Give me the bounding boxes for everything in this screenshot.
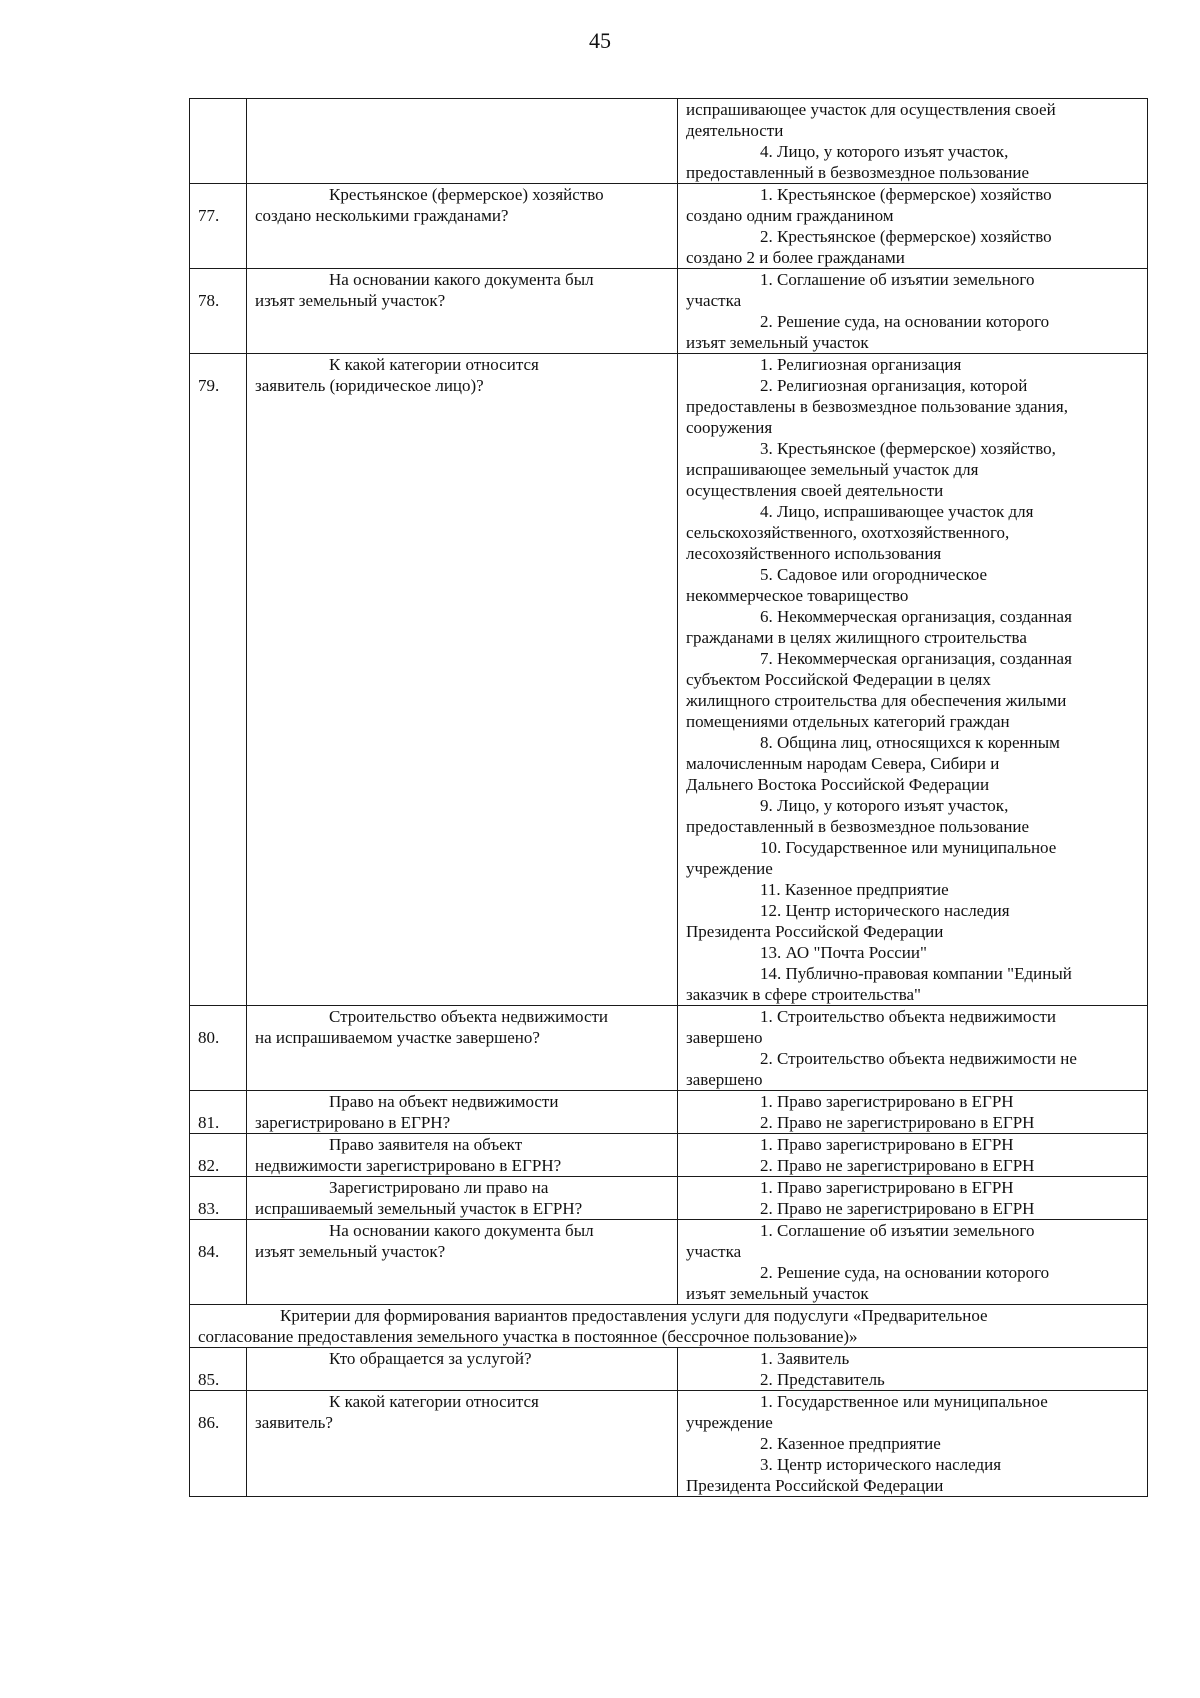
question-line: На основании какого документа был: [329, 1221, 594, 1240]
answer-line: предоставленный в безвозмездное пользование: [686, 817, 1030, 836]
question-line: Крестьянское (фермерское) хозяйство: [329, 185, 604, 204]
answer-line: испрашивающее участок для осуществления своей: [686, 100, 1056, 119]
answer-line: 3. Крестьянское (фермерское) хозяйство,: [760, 439, 1056, 458]
table-row: [190, 99, 1148, 184]
answer-line: 2. Строительство объекта недвижимости не: [760, 1049, 1077, 1068]
question-cell: [247, 1220, 678, 1305]
table-row: [190, 1006, 1148, 1091]
question-cell: [247, 99, 678, 184]
answer-line: изъят земельный участок: [686, 1284, 869, 1303]
answer-line: 5. Садовое или огородническое: [760, 565, 987, 584]
answer-line: учреждение: [686, 1413, 773, 1432]
answer-cell: [678, 269, 1148, 354]
answer-line: 8. Община лиц, относящихся к коренным: [760, 733, 1060, 752]
question-cell: [247, 184, 678, 269]
row-number-cell: [190, 1391, 247, 1497]
answer-line: завершено: [686, 1028, 763, 1047]
answer-cell: [678, 1177, 1148, 1220]
question-cell: [247, 1006, 678, 1091]
question-line: Кто обращается за услугой?: [329, 1349, 532, 1368]
answer-line: 2. Право не зарегистрировано в ЕГРН: [760, 1113, 1035, 1132]
answer-cell: [678, 1134, 1148, 1177]
answer-line: деятельности: [686, 121, 784, 140]
row-number-cell: [190, 184, 247, 269]
answer-line: 6. Некоммерческая организация, созданная: [760, 607, 1072, 626]
answer-line: 2. Крестьянское (фермерское) хозяйство: [760, 227, 1052, 246]
row-number-cell: [190, 1134, 247, 1177]
section-heading-line: Критерии для формирования вариантов предоставления услуги для подуслуги «Предварительное: [280, 1306, 988, 1325]
row-number-cell: [190, 1091, 247, 1134]
question-line: На основании какого документа был: [329, 270, 594, 289]
answer-line: 13. АО "Почта России": [760, 943, 927, 962]
question-cell: [247, 1177, 678, 1220]
criteria-table-body: [190, 99, 1148, 1497]
answer-line: 1. Строительство объекта недвижимости: [760, 1007, 1057, 1026]
answer-line: 2. Право не зарегистрировано в ЕГРН: [760, 1156, 1035, 1175]
answer-line: 3. Центр исторического наследия: [760, 1455, 1002, 1474]
answer-line: 2. Решение суда, на основании которого: [760, 312, 1050, 331]
answer-line: помещениями отдельных категорий граждан: [686, 712, 1010, 731]
table-row: [190, 1134, 1148, 1177]
answer-cell: [678, 1348, 1148, 1391]
question-cell: [247, 1348, 678, 1391]
answer-line: предоставлены в безвозмездное пользование здания,: [686, 397, 1068, 416]
question-cell: [247, 354, 678, 1006]
answer-line: малочисленным народам Севера, Сибири и: [686, 754, 1000, 773]
answer-line: сооружения: [686, 418, 773, 437]
row-number-cell: [190, 354, 247, 1006]
answer-line: 1. Соглашение об изъятии земельного: [760, 1221, 1035, 1240]
answer-line: 2. Религиозная организация, которой: [760, 376, 1028, 395]
answer-line: субъектом Российской Федерации в целях: [686, 670, 991, 689]
answer-line: завершено: [686, 1070, 763, 1089]
row-number: 78.: [198, 291, 220, 310]
answer-cell: [678, 184, 1148, 269]
answer-line: некоммерческое товарищество: [686, 586, 909, 605]
answer-line: Президента Российской Федерации: [686, 1476, 944, 1495]
answer-cell: [678, 1391, 1148, 1497]
question-line: К какой категории относится: [329, 1392, 539, 1411]
table-row: [190, 1305, 1148, 1348]
question-line: недвижимости зарегистрировано в ЕГРН?: [255, 1156, 562, 1175]
row-number: 81.: [198, 1113, 220, 1132]
table-row: [190, 1348, 1148, 1391]
row-number-cell: [190, 1177, 247, 1220]
answer-line: 9. Лицо, у которого изъят участок,: [760, 796, 1009, 815]
question-cell: [247, 1091, 678, 1134]
question-line: Строительство объекта недвижимости: [329, 1007, 609, 1026]
answer-line: 2. Казенное предприятие: [760, 1434, 941, 1453]
question-line: заявитель?: [255, 1413, 333, 1432]
row-number-cell: [190, 99, 247, 184]
answer-line: 1. Крестьянское (фермерское) хозяйство: [760, 185, 1052, 204]
question-line: Зарегистрировано ли право на: [329, 1178, 549, 1197]
table-row: [190, 1091, 1148, 1134]
answer-line: 12. Центр исторического наследия: [760, 901, 1010, 920]
question-line: на испрашиваемом участке завершено?: [255, 1028, 540, 1047]
question-line: К какой категории относится: [329, 355, 539, 374]
answer-line: гражданами в целях жилищного строительства: [686, 628, 1027, 647]
section-heading-line: согласование предоставления земельного участка в постоянное (бессрочное пользование)»: [198, 1327, 858, 1346]
answer-line: создано 2 и более гражданами: [686, 248, 905, 267]
answer-cell: [678, 1091, 1148, 1134]
table-row: [190, 1391, 1148, 1497]
answer-line: 1. Право зарегистрировано в ЕГРН: [760, 1178, 1014, 1197]
answer-line: учреждение: [686, 859, 773, 878]
question-cell: [247, 1391, 678, 1497]
row-number: 82.: [198, 1156, 220, 1175]
answer-line: 2. Представитель: [760, 1370, 885, 1389]
answer-line: 1. Право зарегистрировано в ЕГРН: [760, 1092, 1014, 1111]
answer-line: 10. Государственное или муниципальное: [760, 838, 1057, 857]
question-line: создано несколькими гражданами?: [255, 206, 509, 225]
answer-line: 11. Казенное предприятие: [760, 880, 949, 899]
question-line: Право на объект недвижимости: [329, 1092, 559, 1111]
answer-line: участка: [686, 1242, 742, 1261]
answer-line: осуществления своей деятельности: [686, 481, 944, 500]
table-row: [190, 354, 1148, 1006]
answer-line: Дальнего Востока Российской Федерации: [686, 775, 990, 794]
answer-line: 1. Право зарегистрировано в ЕГРН: [760, 1135, 1014, 1154]
answer-cell: [678, 354, 1148, 1006]
question-cell: [247, 269, 678, 354]
row-number: 80.: [198, 1028, 220, 1047]
answer-line: изъят земельный участок: [686, 333, 869, 352]
criteria-table: [189, 98, 1148, 1497]
answer-line: 2. Решение суда, на основании которого: [760, 1263, 1050, 1282]
answer-cell: [678, 99, 1148, 184]
table-row: [190, 184, 1148, 269]
answer-line: Президента Российской Федерации: [686, 922, 944, 941]
row-number: 86.: [198, 1413, 220, 1432]
question-line: Право заявителя на объект: [329, 1135, 523, 1154]
question-line: заявитель (юридическое лицо)?: [255, 376, 484, 395]
answer-line: сельскохозяйственного, охотхозяйственного,: [686, 523, 1010, 542]
row-number-cell: [190, 1220, 247, 1305]
answer-line: 1. Государственное или муниципальное: [760, 1392, 1048, 1411]
question-line: изъят земельный участок?: [255, 291, 446, 310]
answer-line: заказчик в сфере строительства": [686, 985, 921, 1004]
row-number: 84.: [198, 1242, 220, 1261]
answer-line: создано одним гражданином: [686, 206, 894, 225]
row-number: 85.: [198, 1370, 220, 1389]
table-row: [190, 1177, 1148, 1220]
question-cell: [247, 1134, 678, 1177]
page-number: 45: [589, 28, 611, 53]
answer-line: жилищного строительства для обеспечения жилыми: [686, 691, 1067, 710]
answer-line: предоставленный в безвозмездное пользование: [686, 163, 1030, 182]
table-row: [190, 1220, 1148, 1305]
answer-line: 1. Соглашение об изъятии земельного: [760, 270, 1035, 289]
answer-line: испрашивающее земельный участок для: [686, 460, 979, 479]
answer-cell: [678, 1006, 1148, 1091]
answer-line: 7. Некоммерческая организация, созданная: [760, 649, 1072, 668]
question-line: зарегистрировано в ЕГРН?: [255, 1113, 451, 1132]
answer-line: 1. Заявитель: [760, 1349, 850, 1368]
answer-line: 4. Лицо, у которого изъят участок,: [760, 142, 1009, 161]
row-number-cell: [190, 269, 247, 354]
answer-cell: [678, 1220, 1148, 1305]
question-line: изъят земельный участок?: [255, 1242, 446, 1261]
answer-line: 1. Религиозная организация: [760, 355, 962, 374]
row-number: 83.: [198, 1199, 220, 1218]
answer-line: лесохозяйственного использования: [686, 544, 942, 563]
row-number-cell: [190, 1006, 247, 1091]
row-number: 77.: [198, 206, 220, 225]
answer-line: 14. Публично-правовая компании "Единый: [760, 964, 1072, 983]
row-number-cell: [190, 1348, 247, 1391]
question-line: испрашиваемый земельный участок в ЕГРН?: [255, 1199, 583, 1218]
answer-line: 2. Право не зарегистрировано в ЕГРН: [760, 1199, 1035, 1218]
answer-line: 4. Лицо, испрашивающее участок для: [760, 502, 1034, 521]
section-heading: [190, 1305, 1148, 1348]
answer-line: участка: [686, 291, 742, 310]
row-number: 79.: [198, 376, 220, 395]
table-row: [190, 269, 1148, 354]
